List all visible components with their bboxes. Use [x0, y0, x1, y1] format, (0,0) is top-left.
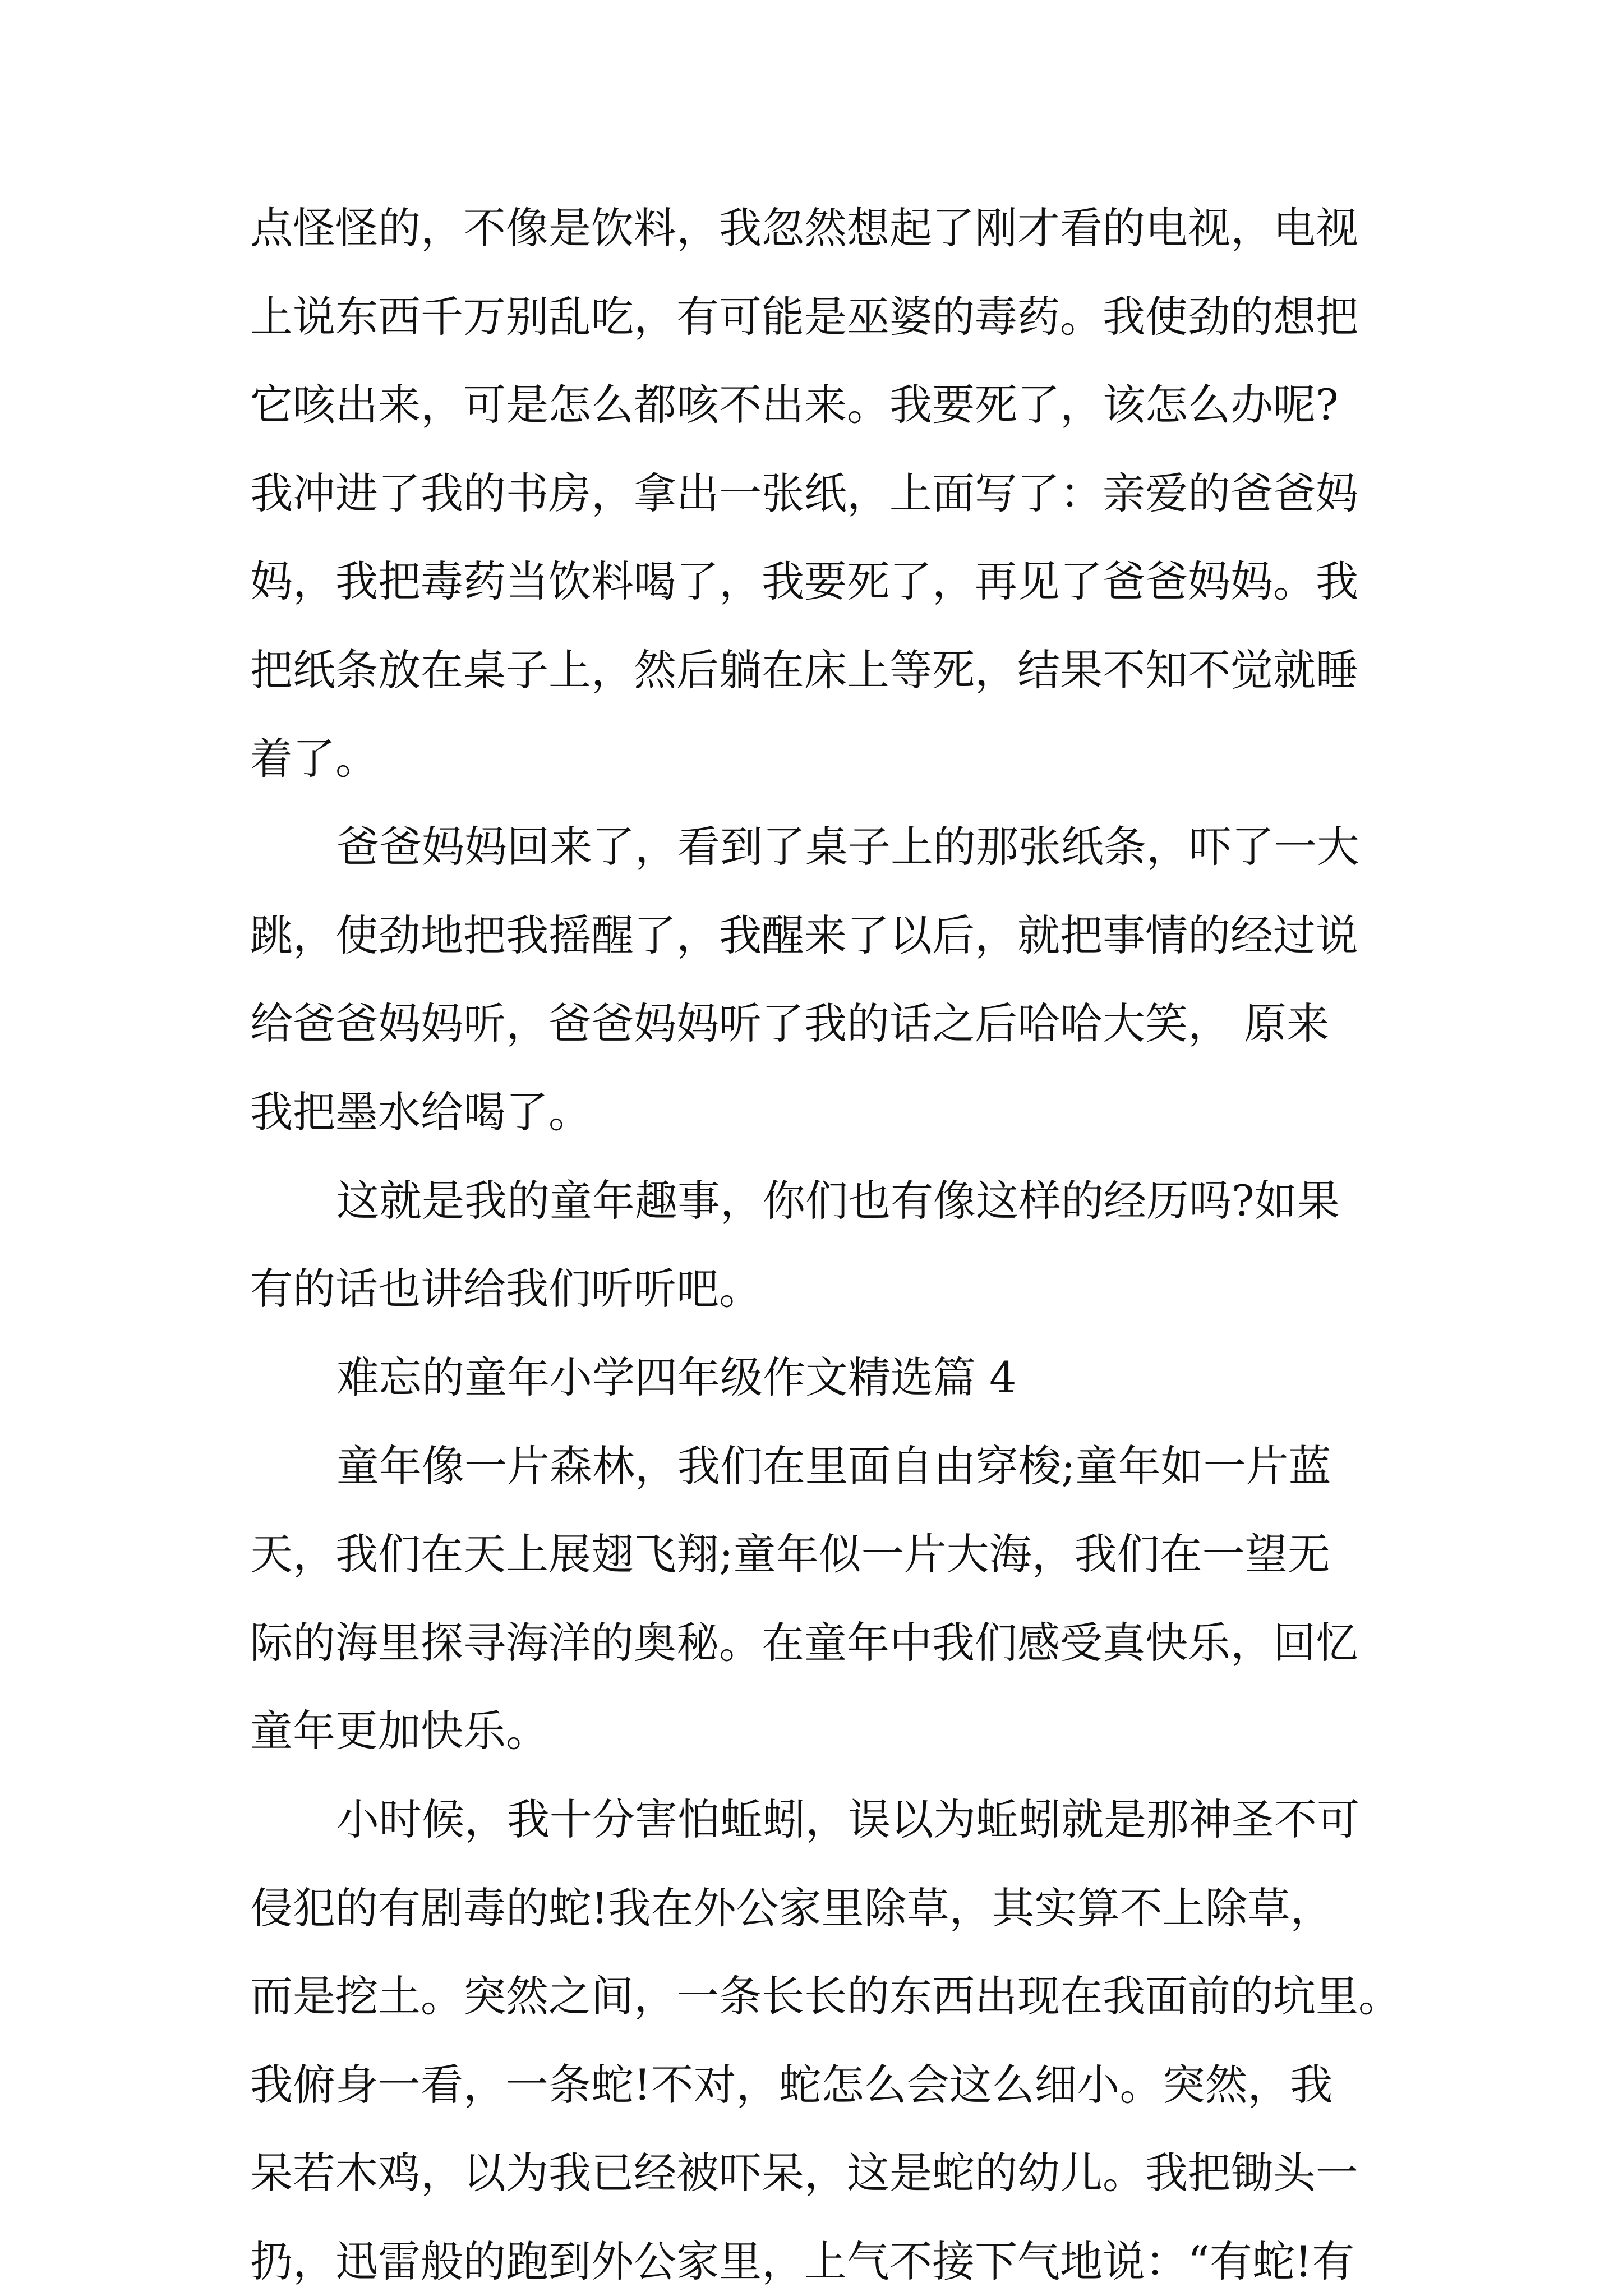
- text-line-7: 着了。: [250, 734, 378, 784]
- text-line-15: 童年像一片森林，我们在里面自由穿梭;童年如一片蓝: [336, 1441, 1331, 1491]
- text-line-21: 而是挖土。突然之间，一条长长的东西出现在我面前的坑里。: [250, 1971, 1401, 2021]
- text-line-19: 小时候，我十分害怕蚯蚓，误以为蚯蚓就是那神圣不可: [336, 1795, 1359, 1844]
- text-line-4: 我冲进了我的书房，拿出一张纸，上面写了：亲爱的爸爸妈: [250, 468, 1358, 518]
- text-line-2: 上说东西千万别乱吃，有可能是巫婆的毒药。我使劲的想把: [250, 292, 1358, 342]
- text-line-6: 把纸条放在桌子上，然后躺在床上等死，结果不知不觉就睡: [250, 645, 1358, 695]
- text-line-17: 际的海里探寻海洋的奥秘。在童年中我们感受真快乐，回忆: [250, 1618, 1358, 1668]
- text-line-22: 我俯身一看，一条蛇!不对，蛇怎么会这么细小。突然，我: [250, 2060, 1333, 2110]
- text-line-3: 它咳出来，可是怎么都咳不出来。我要死了，该怎么办呢?: [250, 380, 1339, 430]
- text-line-8: 爸爸妈妈回来了，看到了桌子上的那张纸条，吓了一大: [336, 822, 1359, 872]
- text-line-18: 童年更加快乐。: [250, 1706, 548, 1756]
- text-line-16: 天，我们在天上展翅飞翔;童年似一片大海，我们在一望无: [250, 1529, 1330, 1579]
- text-line-20: 侵犯的有剧毒的蛇!我在外公家里除草，其实算不上除草，: [250, 1883, 1333, 1933]
- text-line-23: 呆若木鸡，以为我已经被吓呆，这是蛇的幼儿。我把锄头一: [250, 2148, 1358, 2198]
- text-line-24: 扔，迅雷般的跑到外公家里，上气不接下气地说：“有蛇!有: [250, 2237, 1355, 2286]
- text-line-13: 有的话也讲给我们听听吧。: [250, 1264, 762, 1314]
- text-line-5: 妈，我把毒药当饮料喝了，我要死了，再见了爸爸妈妈。我: [250, 556, 1358, 606]
- text-line-11: 我把墨水给喝了。: [250, 1087, 591, 1137]
- section-heading: 难忘的童年小学四年级作文精选篇 4: [336, 1352, 1017, 1402]
- text-line-12: 这就是我的童年趣事，你们也有像这样的经历吗?如果: [336, 1176, 1340, 1226]
- text-line-1: 点怪怪的，不像是饮料，我忽然想起了刚才看的电视，电视: [250, 203, 1358, 253]
- text-line-9: 跳，使劲地把我摇醒了，我醒来了以后，就把事情的经过说: [250, 910, 1358, 960]
- text-line-10: 给爸爸妈妈听，爸爸妈妈听了我的话之后哈哈大笑， 原来: [250, 999, 1330, 1048]
